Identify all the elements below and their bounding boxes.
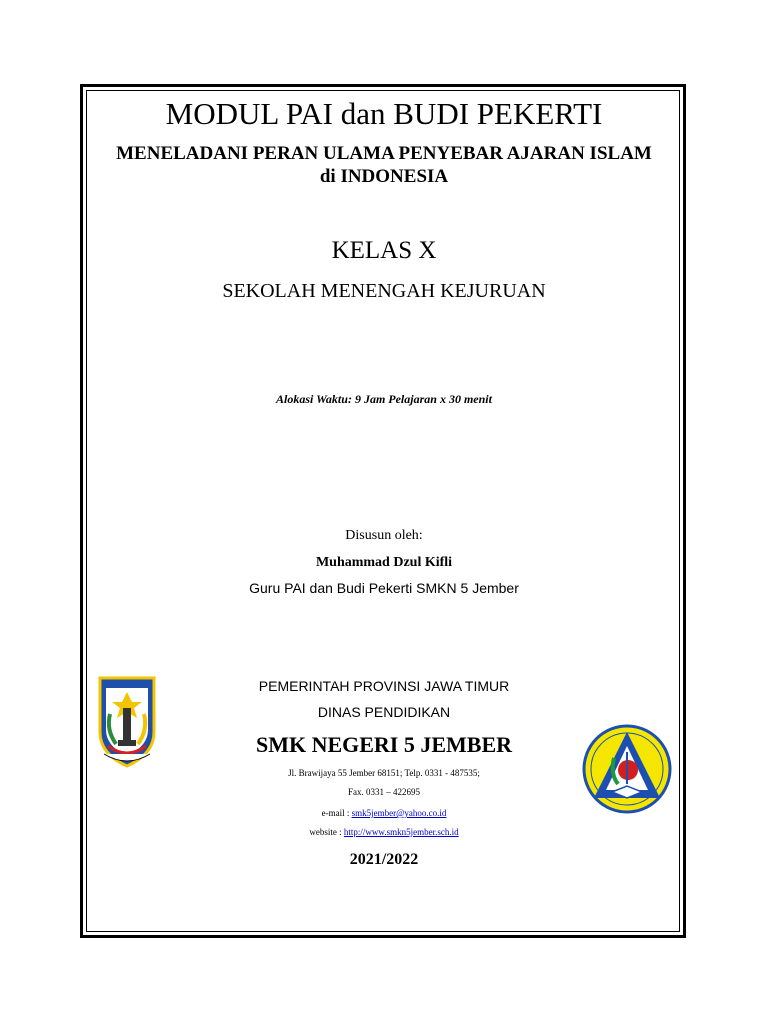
- email-link[interactable]: smk5jember@yahoo.co.id: [351, 808, 447, 818]
- author-position: Guru PAI dan Budi Pekerti SMKN 5 Jember: [249, 580, 519, 596]
- smk-school-emblem-icon: [582, 724, 672, 814]
- school-address: Jl. Brawijaya 55 Jember 68151; Telp. 0331 - 487535;: [288, 768, 480, 778]
- website-label: website :: [309, 827, 344, 837]
- school-type: SEKOLAH MENENGAH KEJURUAN: [222, 280, 546, 302]
- author-label: Disusun oleh:: [345, 528, 423, 543]
- academic-year: 2021/2022: [349, 851, 419, 868]
- author-name: Muhammad Dzul Kifli: [315, 555, 453, 570]
- module-subtitle-line2: di INDONESIA: [319, 166, 449, 187]
- class-heading: KELAS X: [331, 237, 437, 264]
- school-website-line: [0, 827, 768, 838]
- module-title: MODUL PAI dan BUDI PEKERTI: [165, 96, 603, 131]
- email-label: e-mail :: [321, 808, 352, 818]
- school-name: SMK NEGERI 5 JEMBER: [255, 732, 513, 757]
- government-name: PEMERINTAH PROVINSI JAWA TIMUR: [258, 678, 510, 694]
- website-link[interactable]: http://www.smkn5jember.sch.id: [343, 827, 459, 837]
- module-subtitle-line1: MENELADANI PERAN ULAMA PENYEBAR AJARAN ISLAM: [116, 143, 652, 164]
- school-fax: Fax. 0331 – 422695: [348, 787, 420, 797]
- time-allocation: Alokasi Waktu: 9 Jam Pelajaran x 30 menit: [276, 392, 492, 406]
- department-name: DINAS PENDIDIKAN: [317, 704, 451, 720]
